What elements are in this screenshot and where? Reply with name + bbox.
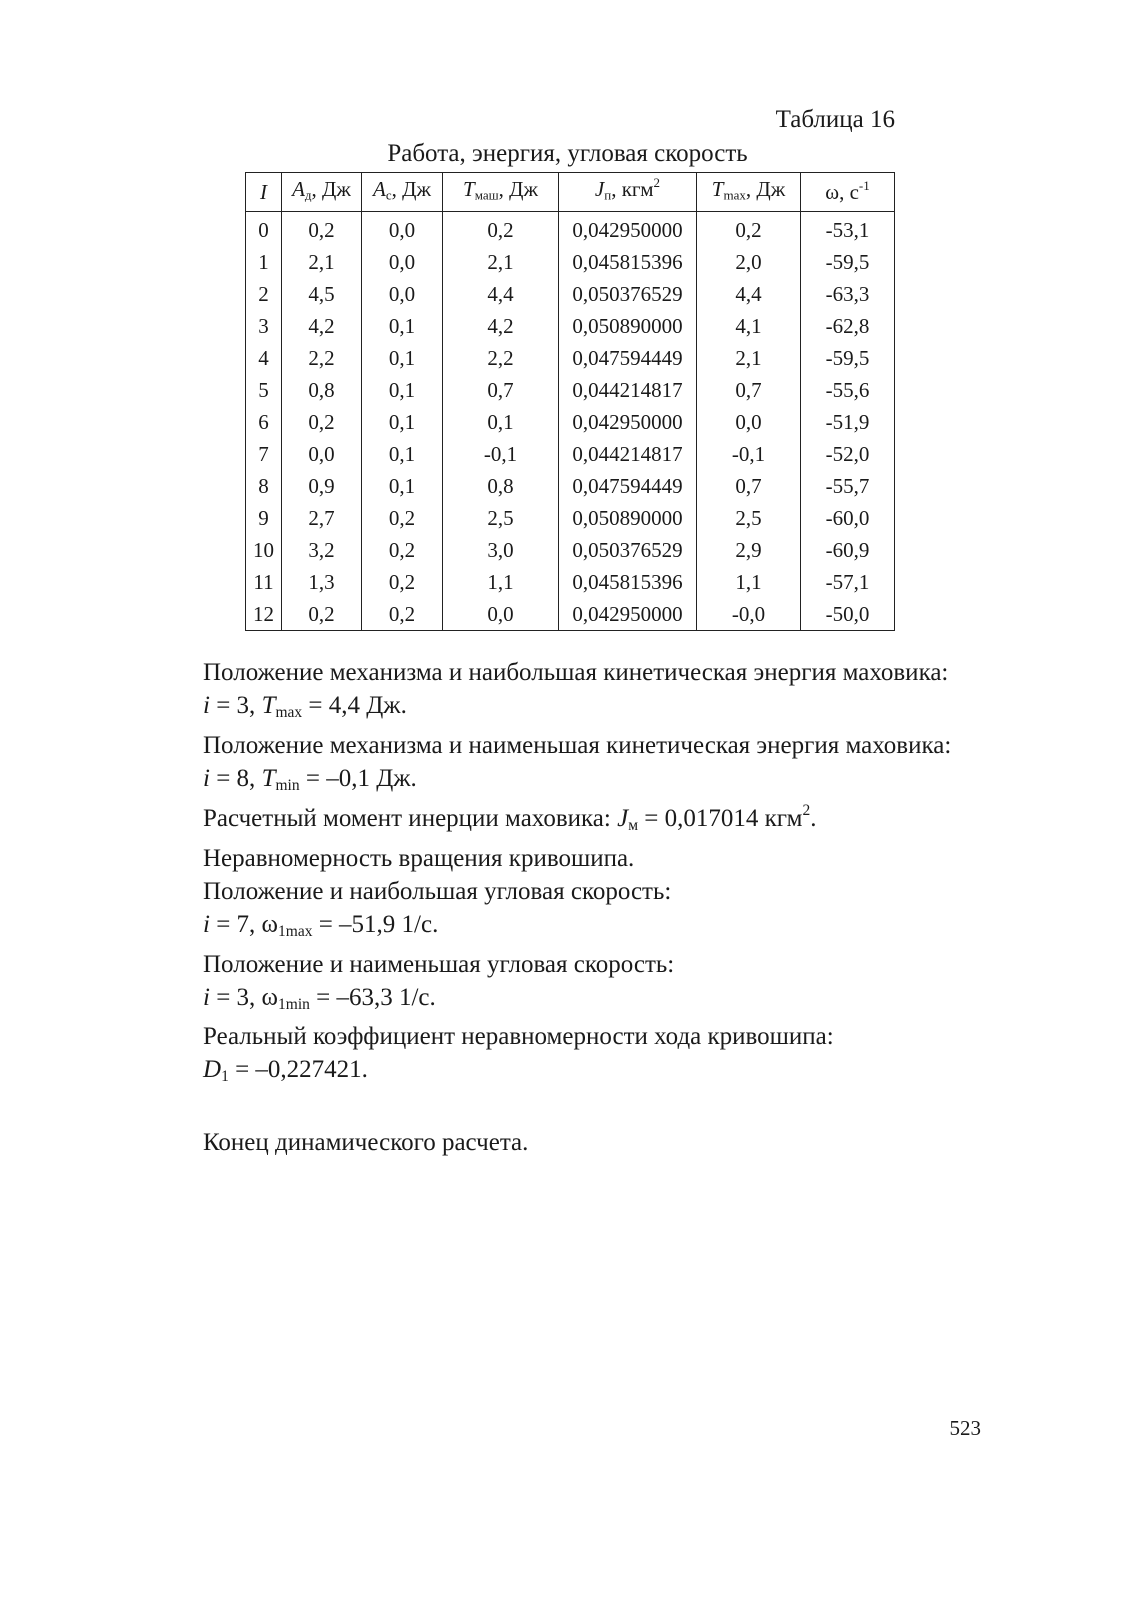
table-cell: 0,045815396 [559, 246, 697, 278]
table-cell: 0,2 [282, 598, 362, 631]
table-cell: 0,050890000 [559, 310, 697, 342]
data-table [245, 172, 895, 631]
table-cell: -55,7 [801, 470, 895, 502]
table-cell: 0,2 [362, 534, 443, 566]
table-cell: 2,1 [443, 246, 559, 278]
table-cell: 0,0 [443, 598, 559, 631]
table-row [246, 534, 895, 566]
table-cell: -53,1 [801, 212, 895, 247]
table-cell: 0,2 [282, 406, 362, 438]
table-cell: 2,1 [282, 246, 362, 278]
text-line: Положение механизма и наибольшая кинетическая энергия маховика: [203, 659, 949, 686]
table-cell: -0,0 [697, 598, 801, 631]
text-line: Расчетный момент инерции маховика: $J_м = 0,017014$ кгм$^2$. [203, 801, 817, 834]
table-cell: 4,4 [443, 278, 559, 310]
header-ac: $A_с$, Дж [362, 173, 443, 212]
table-cell: 0,2 [362, 598, 443, 631]
table-row [246, 470, 895, 502]
table-cell: 10 [246, 534, 282, 566]
table-cell: -60,0 [801, 502, 895, 534]
table-cell: 0,050890000 [559, 502, 697, 534]
table-row [246, 374, 895, 406]
table-cell: 2,2 [443, 342, 559, 374]
table-cell: 0,2 [362, 502, 443, 534]
table-cell: 4,1 [697, 310, 801, 342]
table-cell: 0,045815396 [559, 566, 697, 598]
body-text [203, 656, 951, 1159]
table-cell: 0,0 [362, 212, 443, 247]
table-cell: 3 [246, 310, 282, 342]
table-cell: 0,7 [697, 470, 801, 502]
text-line: Реальный коэффициент неравномерности хода кривошипа: [203, 1023, 834, 1051]
header-ad: $A_д$, Дж [282, 173, 362, 212]
table-cell: 0,042950000 [559, 598, 697, 631]
table-row [246, 438, 895, 470]
text-line: i = 8, $T_{min} = -0,1$ Дж. [203, 764, 417, 794]
table-cell: 0,2 [362, 566, 443, 598]
table-cell: 4,4 [697, 278, 801, 310]
page-number: 523 [949, 1416, 981, 1440]
table-cell: 0,047594449 [559, 470, 697, 502]
table-cell: 0,2 [282, 212, 362, 247]
table-cell: 7 [246, 438, 282, 470]
table-row [246, 502, 895, 534]
table-cell: 2,5 [443, 502, 559, 534]
table-cell: 4,2 [443, 310, 559, 342]
table-row [246, 342, 895, 374]
table-row [246, 310, 895, 342]
table-cell: 4 [246, 342, 282, 374]
table-cell: -50,0 [801, 598, 895, 631]
text-line: i = 3, $\omega_{1min} = -63,3$ 1/с. [203, 983, 436, 1013]
table-cell: 0,8 [443, 470, 559, 502]
text-line: i = 3, $T_{max} = 4,4$ Дж. [203, 692, 407, 721]
table-cell: -59,5 [801, 246, 895, 278]
table-cell: 0,7 [697, 374, 801, 406]
table-cell: -60,9 [801, 534, 895, 566]
table-cell: -51,9 [801, 406, 895, 438]
table-cell: 0 [246, 212, 282, 247]
table-cell: -52,0 [801, 438, 895, 470]
header-tmash: $T_{маш}$, Дж [443, 173, 559, 212]
table-cell: 0,044214817 [559, 438, 697, 470]
table-cell: 1,3 [282, 566, 362, 598]
table-cell: 5 [246, 374, 282, 406]
table-cell: 0,0 [697, 406, 801, 438]
table-cell: 2,5 [697, 502, 801, 534]
table-cell: 0,1 [362, 310, 443, 342]
table-cell: 12 [246, 598, 282, 631]
table-cell: 0,9 [282, 470, 362, 502]
table-cell: 0,042950000 [559, 406, 697, 438]
table-cell: -62,8 [801, 310, 895, 342]
text-line: i = 7, $\omega_{1max} = -51,9$ 1/с. [203, 910, 439, 940]
text-line: Неравномерность вращения кривошипа. [203, 844, 635, 872]
table-cell: 2,0 [697, 246, 801, 278]
text-line: $D_1 = -0,227421$. [203, 1056, 368, 1086]
table-row [246, 598, 895, 631]
table-cell: 1 [246, 246, 282, 278]
table-row [246, 406, 895, 438]
table-cell: 0,1 [443, 406, 559, 438]
table-cell: 0,0 [282, 438, 362, 470]
table-row [246, 212, 895, 247]
table-cell: 8 [246, 470, 282, 502]
table-row [246, 278, 895, 310]
table-cell: 2,9 [697, 534, 801, 566]
table-cell: 11 [246, 566, 282, 598]
table-cell: 0,042950000 [559, 212, 697, 247]
table-cell: 2,2 [282, 342, 362, 374]
table-cell: 9 [246, 502, 282, 534]
table-cell: 0,1 [362, 374, 443, 406]
table-cell: 3,0 [443, 534, 559, 566]
header-tmax: $T_{max}$, Дж [697, 173, 801, 212]
table-cell: 0,2 [697, 212, 801, 247]
header-i: I [246, 173, 282, 212]
text-line: Положение и наименьшая угловая скорость: [203, 950, 675, 978]
table-cell: 0,7 [443, 374, 559, 406]
table-cell: 4,5 [282, 278, 362, 310]
table-header-row [246, 173, 895, 212]
table-cell: -0,1 [697, 438, 801, 470]
header-jp: $J_п$, кгм$^2$ [559, 173, 697, 212]
table-cell: 6 [246, 406, 282, 438]
table-cell: 3,2 [282, 534, 362, 566]
table-cell: -0,1 [443, 438, 559, 470]
table-cell: 0,1 [362, 406, 443, 438]
table-cell: 2 [246, 278, 282, 310]
table-row [246, 566, 895, 598]
table-cell: 0,044214817 [559, 374, 697, 406]
table-cell: -63,3 [801, 278, 895, 310]
table-cell: 2,7 [282, 502, 362, 534]
header-omega: ω, $с^{-1}$ [801, 173, 895, 212]
table-caption: Работа, энергия, угловая скорость [387, 140, 748, 167]
table-cell: 1,1 [443, 566, 559, 598]
table-cell: 0,1 [362, 470, 443, 502]
table-cell: -57,1 [801, 566, 895, 598]
table-cell: 0,1 [362, 438, 443, 470]
table-row [246, 246, 895, 278]
table-cell: 0,0 [362, 246, 443, 278]
table-cell: 0,0 [362, 278, 443, 310]
table-cell: 4,2 [282, 310, 362, 342]
table-cell: 2,1 [697, 342, 801, 374]
table-body [246, 212, 895, 631]
text-line: Положение и наибольшая угловая скорость: [203, 877, 672, 905]
text-line: Положение механизма и наименьшая кинетическая энергия маховика: [203, 731, 952, 759]
table-cell: -59,5 [801, 342, 895, 374]
table-cell: 0,8 [282, 374, 362, 406]
table-cell: 0,050376529 [559, 534, 697, 566]
table-cell: 1,1 [697, 566, 801, 598]
table-cell: 0,047594449 [559, 342, 697, 374]
table-cell: 0,2 [443, 212, 559, 247]
table-cell: 0,1 [362, 342, 443, 374]
table-cell: 0,050376529 [559, 278, 697, 310]
table-cell: -55,6 [801, 374, 895, 406]
table-label: Таблица 16 [775, 106, 895, 133]
text-line: Конец динамического расчета. [203, 1129, 529, 1157]
